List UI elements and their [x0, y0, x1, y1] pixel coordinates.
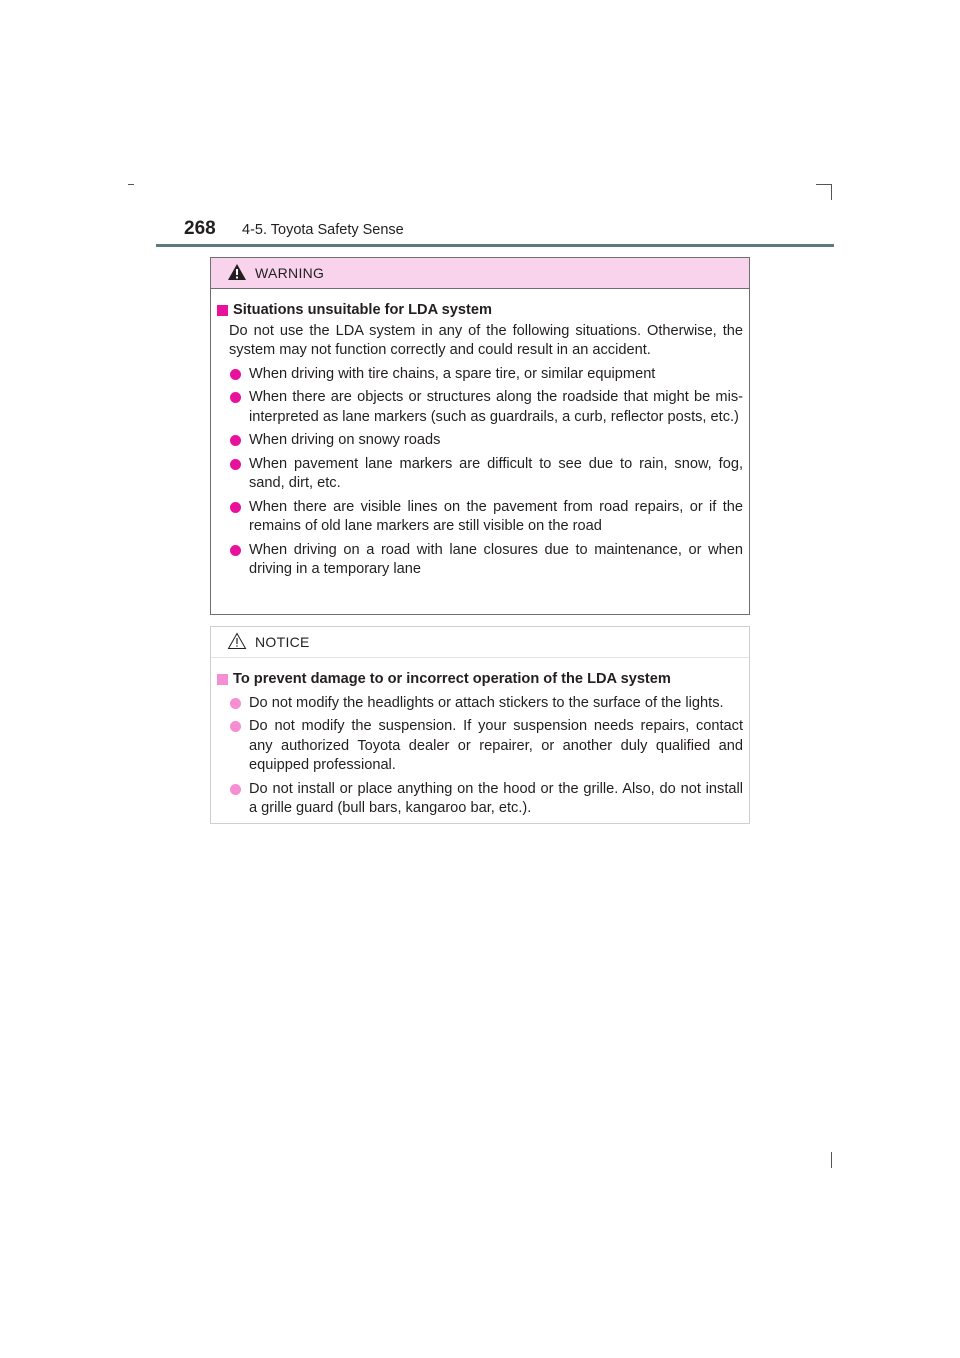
warning-heading-text: Situations unsuitable for LDA system	[233, 302, 492, 318]
square-bullet-icon	[217, 674, 228, 685]
header-rule	[156, 244, 834, 247]
warning-header	[211, 258, 749, 289]
list-item-text: Do not modify the headlights or attach stickers to the surface of the lights.	[249, 694, 724, 711]
notice-heading	[217, 670, 743, 690]
list-item	[217, 717, 743, 776]
list-item	[217, 388, 743, 427]
notice-label: NOTICE	[255, 634, 310, 650]
circle-bullet-icon	[230, 392, 241, 403]
crop-mark	[831, 184, 832, 200]
crop-mark	[831, 1152, 832, 1168]
list-item-text: When there are objects or structures along the roadside that might be mis-interpreted as lane markers (such as guardrails, a curb, reflector posts, etc.)	[249, 389, 743, 425]
circle-bullet-icon	[230, 502, 241, 513]
list-item-text: When pavement lane markers are difficult to see due to rain, snow, fog, sand, dirt, etc.	[249, 455, 743, 491]
list-item	[217, 541, 743, 580]
crop-mark	[816, 184, 832, 185]
warning-body	[211, 289, 749, 580]
warning-heading	[217, 301, 743, 321]
warning-intro: Do not use the LDA system in any of the following situations. Otherwise, the system may not function correctly and could result in an accident.	[229, 322, 743, 358]
circle-bullet-icon	[230, 435, 241, 446]
list-item	[217, 694, 743, 714]
circle-bullet-icon	[230, 698, 241, 709]
notice-header	[211, 627, 749, 658]
list-item	[217, 498, 743, 537]
list-item-text: When there are visible lines on the pavement from road repairs, or if the remains of old lane markers are still visible on the road	[249, 498, 743, 534]
list-item-text: When driving with tire chains, a spare tire, or similar equipment	[249, 365, 656, 382]
notice-box	[210, 626, 750, 824]
crop-mark	[128, 184, 134, 185]
warning-label: WARNING	[255, 265, 325, 281]
notice-heading-text: To prevent damage to or incorrect operation of the LDA system	[233, 671, 671, 687]
list-item	[217, 455, 743, 494]
circle-bullet-icon	[230, 369, 241, 380]
circle-bullet-icon	[230, 459, 241, 470]
circle-bullet-icon	[230, 784, 241, 795]
list-item-text: When driving on snowy roads	[249, 432, 441, 448]
list-item-text: Do not install or place anything on the hood or the grille. Also, do not install a grille guard (bull bars, kangaroo bar, etc.).	[249, 780, 743, 816]
circle-bullet-icon	[230, 545, 241, 556]
list-item	[217, 365, 743, 385]
page-number: 268	[184, 218, 216, 239]
list-item-text: When driving on a road with lane closures due to maintenance, or when driving in a temporary lane	[249, 541, 743, 577]
square-bullet-icon	[217, 305, 228, 316]
list-item	[217, 780, 743, 819]
warning-box	[210, 257, 750, 615]
warning-triangle-icon	[227, 263, 247, 281]
caution-triangle-icon	[227, 632, 247, 650]
notice-body	[211, 658, 749, 819]
page-header	[184, 214, 834, 248]
list-item	[217, 431, 743, 451]
section-title: 4-5. Toyota Safety Sense	[242, 222, 404, 238]
circle-bullet-icon	[230, 721, 241, 732]
list-item-text: Do not modify the suspension. If your suspension needs repairs, contact any authorized Toyota dealer or repairer, or another duly qualified and equipped professional.	[249, 718, 743, 773]
